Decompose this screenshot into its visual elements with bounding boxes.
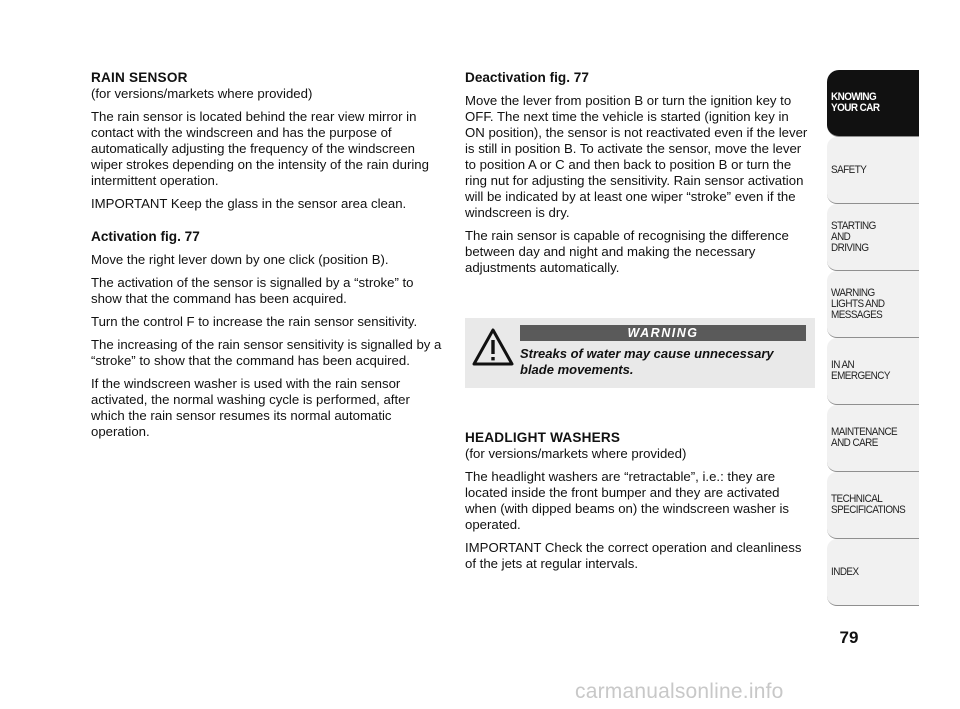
rain-sensor-heading: RAIN SENSOR (91, 70, 188, 85)
warning-triangle-icon (472, 328, 514, 366)
tab-label: KNOWING YOUR CAR (831, 91, 880, 114)
activation-heading: Activation fig. 77 (91, 229, 200, 244)
activation-paragraph-3: Turn the control F to increase the rain sensor sensitivity. (91, 314, 418, 329)
deactivation-paragraph-1: Move the lever from position B or turn the ignition key to OFF. The next time the vehicle is started (ignition key in ON position), the sensor is not reactivated even if the lever is still in position B. To activate the sensor, move the lever to position A or C and then back to position B or turn the ring nut for adjusting the sensitivity. Rain sensor activation will be indicated by at least one wiper “stroke” even if the windscreen is dry. (465, 93, 808, 220)
tab-knowing-your-car[interactable] (827, 70, 919, 137)
headlight-section (465, 430, 809, 579)
tab-label: STARTING AND DRIVING (831, 219, 876, 254)
tab-label: MAINTENANCE AND CARE (831, 426, 898, 449)
activation-paragraph-2: The activation of the sensor is signalled by a “stroke” to show that the command has been acquired. (91, 275, 414, 306)
tab-label: INDEX (831, 565, 859, 578)
section-tabs (827, 70, 919, 606)
tab-label: IN AN EMERGENCY (831, 359, 890, 382)
headlight-paragraph-2: IMPORTANT Check the correct operation and cleanliness of the jets at regular intervals. (465, 540, 802, 571)
tab-index[interactable] (827, 539, 919, 606)
left-column (91, 70, 443, 447)
rain-sensor-subtitle: (for versions/markets where provided) (91, 86, 313, 101)
tab-emergency[interactable] (827, 338, 919, 405)
tab-starting-and-driving[interactable] (827, 204, 919, 271)
activation-paragraph-4: The increasing of the rain sensor sensitivity is signalled by a “stroke” to show that the command has been acquired. (91, 337, 442, 368)
rain-sensor-important: IMPORTANT Keep the glass in the sensor area clean. (91, 196, 407, 211)
deactivation-heading: Deactivation fig. 77 (465, 70, 589, 85)
activation-paragraph-5: If the windscreen washer is used with the rain sensor activated, the normal washing cycle is performed, after which the rain sensor resumes its normal automatic operation. (91, 376, 410, 439)
warning-box (465, 318, 815, 388)
page-number: 79 (839, 628, 859, 647)
tab-warning-lights[interactable] (827, 271, 919, 338)
tab-label: SAFETY (831, 163, 867, 176)
activation-paragraph-1: Move the right lever down by one click (position B). (91, 252, 389, 267)
tab-label: TECHNICAL SPECIFICATIONS (831, 493, 906, 516)
headlight-paragraph-1: The headlight washers are “retractable”, i.e.: they are located inside the front bumper and they are activated when (with dipped beams on) the windscreen washer is operated. (465, 469, 789, 532)
headlight-washers-heading: HEADLIGHT WASHERS (465, 430, 621, 445)
watermark: carmanualsonline.info (575, 680, 784, 703)
deactivation-paragraph-2: The rain sensor is capable of recognising the difference between day and night and making the necessary adjustments automatically. (465, 228, 789, 275)
warning-title: WARNING (520, 325, 806, 341)
headlight-washers-subtitle: (for versions/markets where provided) (465, 446, 687, 461)
tab-label: WARNING LIGHTS AND MESSAGES (831, 286, 885, 321)
warning-text: Streaks of water may cause unnecessary blade movements. (520, 346, 774, 377)
tab-technical-specifications[interactable] (827, 472, 919, 539)
tab-safety[interactable] (827, 137, 919, 204)
rain-sensor-paragraph: The rain sensor is located behind the rear view mirror in contact with the windscreen and has the purpose of automatically adjusting the frequency of the windscreen wiper strokes depending on the intensity of the rain during intermittent operation. (91, 109, 429, 188)
right-column (465, 70, 809, 283)
tab-maintenance[interactable] (827, 405, 919, 472)
